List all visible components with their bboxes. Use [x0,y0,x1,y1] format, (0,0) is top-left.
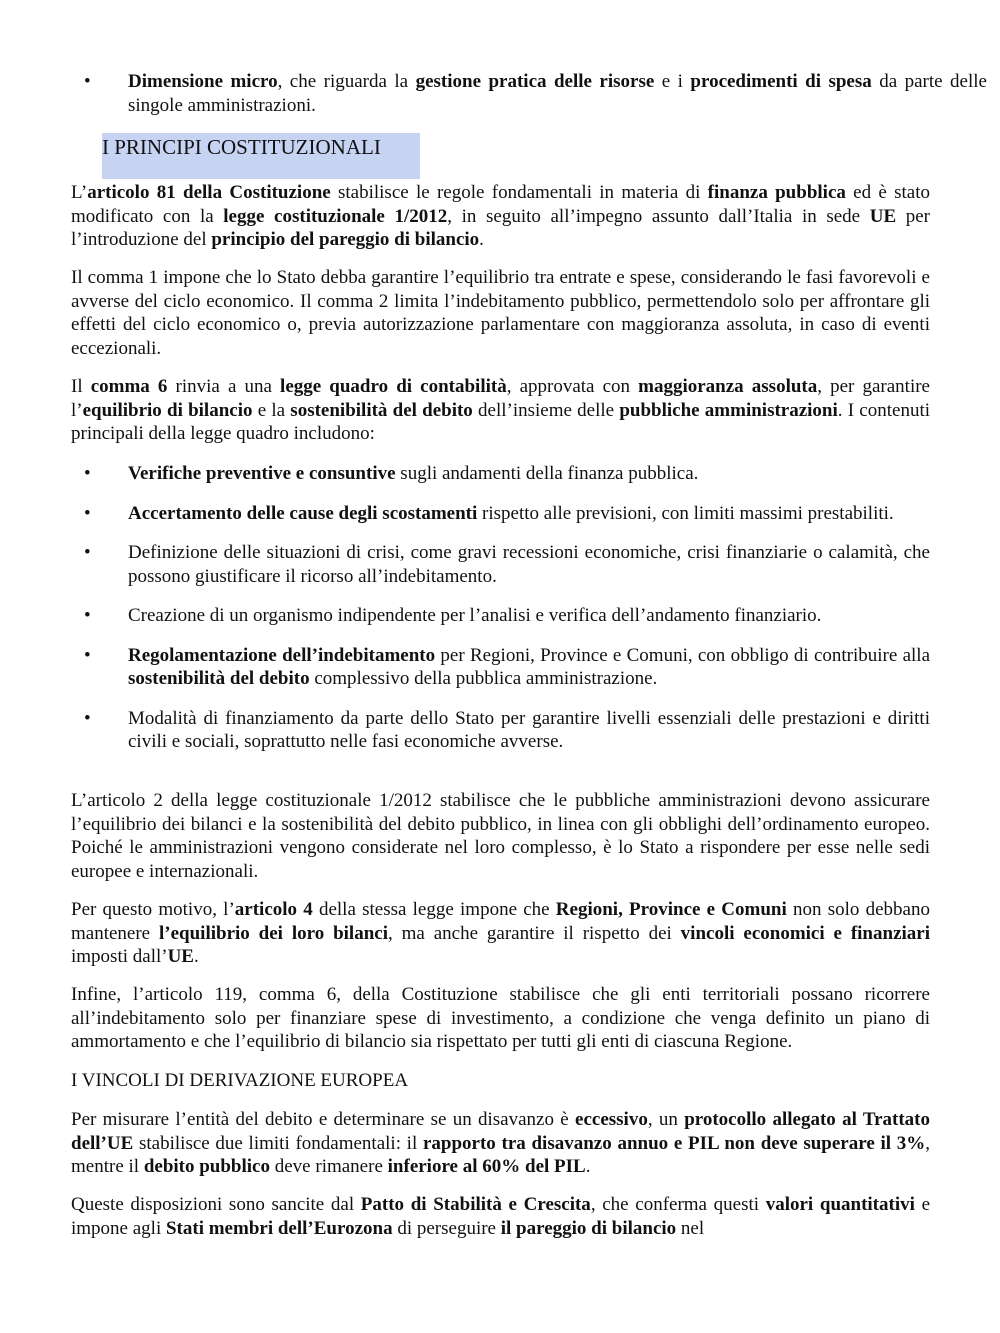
bold-text: procedimenti di spesa [690,71,872,92]
text-run: ed è stato modificato con la [71,182,930,227]
text-run: complessivo della pubblica amministrazione. [309,668,658,689]
legge-quadro-list [71,462,930,754]
bold-text: articolo 4 [234,899,313,920]
list-item-text [128,503,894,524]
text-run: e impone agli [71,1194,931,1239]
bold-text: rapporto tra disavanzo annuo e PIL non deve superare il 3% [422,1132,926,1154]
text-run: Queste disposizioni sono sancite dal [71,1194,361,1215]
text-run: sugli andamenti della finanza pubblica. [395,463,699,484]
bold-text: Regioni, Province e Comuni [555,899,787,920]
section-heading [102,133,420,179]
bold-text: principio del pareggio di bilancio [211,229,480,250]
text-run: , che conferma questi [590,1194,766,1215]
text-run: , un [647,1109,685,1130]
text-run: , che riguarda la [277,71,416,92]
list-item-text [128,605,821,626]
list-item [71,541,930,588]
text-run: . I contenuti principali della legge quadro includono: [71,399,930,444]
text-run: , per garantire l’ [71,376,930,421]
bold-text: articolo 81 della Costituzione [87,182,331,203]
text-run: non solo debbano mantenere [71,899,930,944]
text-run: deve rimanere [270,1156,388,1177]
bold-text: Patto di Stabilità e Crescita [360,1194,591,1215]
text-run: . [193,946,199,967]
list-item [71,462,930,486]
bold-text: maggioranza assoluta [638,376,818,397]
text-run: , ma anche garantire il rispetto dei [387,922,681,944]
bold-text: Accertamento delle cause degli scostamenti [128,502,478,524]
bullet-icon: • [84,71,91,92]
bold-text: eccessivo [575,1109,648,1130]
list-item [71,644,930,691]
intro-bullet-text [128,71,987,116]
text-run: rinvia a una [167,376,281,397]
bold-text: pubbliche amministrazioni [619,399,838,421]
bold-text: inferiore al 60% del PIL [387,1156,586,1177]
text-run: imposti dall’ [71,946,168,967]
bullet-icon: • [84,542,91,563]
bullet-icon: • [84,502,91,524]
paragraph-patto-stabilita [71,1193,930,1240]
bold-text: vincoli economici e finanziari [680,922,930,944]
text-run: , approvata con [506,376,639,397]
paragraph-articolo-2: L’articolo 2 della legge costituzionale 1/2012 stabilisce che le pubbliche amministrazioni devono assicurare l’equilibrio dei bilanci e la sostenibilità del debito pubblico, in linea con gli obblighi dell’ordinamento europeo. Poiché le amministrazioni vengono considerate nel loro complesso, è lo Stato a rispondere per esse nelle sedi europee e internazionali. [71,790,930,882]
bullet-icon: • [84,707,91,729]
bold-text: valori quantitativi [765,1194,915,1215]
text-run: dell’insieme delle [472,399,620,421]
bold-text: finanza pubblica [707,182,846,203]
bold-text: UE [167,946,194,967]
bold-text: debito pubblico [143,1156,270,1177]
intro-bullet [71,70,987,117]
text-run: per Regioni, Province e Comuni, con obbligo di contribuire alla [435,644,931,666]
list-item-text [128,463,698,484]
text-run: Per questo motivo, l’ [71,899,235,920]
text-run: Il [71,376,91,397]
bold-text: sostenibilità del debito [290,399,473,421]
section-heading-text: I PRINCIPI COSTITUZIONALI [102,135,381,159]
bold-text: gestione pratica delle risorse [415,71,655,92]
paragraph-articolo-81 [71,181,930,252]
bold-text: Regolamentazione dell’indebitamento [128,644,436,666]
text-run: nel [676,1217,705,1239]
bold-text: Stati membri dell’Eurozona [165,1217,393,1239]
list-item [71,502,930,526]
subheading-vincoli-europei: I VINCOLI DI DERIVAZIONE EUROPEA [71,1070,409,1091]
bold-text: comma 6 [90,376,168,397]
bold-text: legge costituzionale 1/2012 [223,205,448,227]
text-run: e i [654,71,691,92]
text-run: . [585,1156,591,1177]
text-run: stabilisce due limiti fondamentali: il [133,1132,423,1154]
paragraph-protocollo-ue [71,1108,930,1179]
text-run: Definizione delle situazioni di crisi, come gravi recessioni economiche, crisi finanziarie o calamità, che possono giustificare il ricorso all’indebitamento. [128,542,930,587]
bold-text: equilibrio di bilancio [82,399,253,421]
paragraph-articolo-119: Infine, l’articolo 119, comma 6, della Costituzione stabilisce che gli enti territoriali possano ricorrere all’indebitamento solo per finanziare spese di investimento, a condizione che venga definito un piano di ammortamento e che l’equilibrio di bilancio sia rispettato per tutti gli enti di ciascuna Regione. [71,984,930,1052]
bold-text: l’equilibrio dei loro bilanci [159,922,388,944]
text-run: L’ [71,182,88,203]
text-run: per l’introduzione del [71,205,930,250]
text-run: da parte delle singole amministrazioni. [128,71,987,116]
list-item [71,604,930,628]
text-run: Per misurare l’entità del debito e determinare se un disavanzo è [71,1109,576,1130]
text-run: . [479,229,484,250]
bold-text: Dimensione micro [128,71,278,92]
paragraph-articolo-4 [71,898,930,969]
list-item [71,707,930,754]
list-item-text [128,708,930,753]
text-run: stabilisce le regole fondamentali in materia di [330,182,708,203]
bold-text: UE [869,205,897,227]
text-run: Modalità di finanziamento da parte dello Stato per garantire livelli essenziali delle prestazioni e diritti civili e sociali, soprattutto nelle fasi economiche avverse. [128,707,930,752]
bold-text: protocollo allegato al Trattato dell’UE [71,1109,931,1154]
text-run: rispetto alle previsioni, con limiti massimi prestabiliti. [477,502,894,524]
text-run: Creazione di un organismo indipendente per l’analisi e verifica dell’andamento finanziario. [128,605,822,626]
paragraph-comma-1-2: Il comma 1 impone che lo Stato debba garantire l’equilibrio tra entrate e spese, considerando le fasi favorevoli e avverse del ciclo economico. Il comma 2 limita l’indebitamento pubblico, permettendolo solo per affrontare gli effetti del ciclo economico o, previa autorizzazione parlamentare con maggioranza assoluta, in caso di eventi eccezionali. [71,267,930,359]
text-run: della stessa legge impone che [312,899,556,920]
text-run: di perseguire [392,1217,501,1239]
text-run: , in seguito all’impegno assunto dall’Italia in sede [447,205,870,227]
bold-text: Verifiche preventive e consuntive [128,463,396,484]
text-run: e la [252,399,291,421]
bullet-icon: • [84,605,91,626]
paragraph-comma-6 [71,375,930,446]
bold-text: il pareggio di bilancio [500,1217,677,1239]
bullet-icon: • [84,463,91,484]
list-item-text [128,542,930,587]
bold-text: legge quadro di contabilità [280,376,507,397]
bullet-icon: • [84,644,91,666]
list-item-text [128,645,930,690]
text-run: , mentre il [71,1132,930,1177]
bold-text: sostenibilità del debito [128,668,310,689]
